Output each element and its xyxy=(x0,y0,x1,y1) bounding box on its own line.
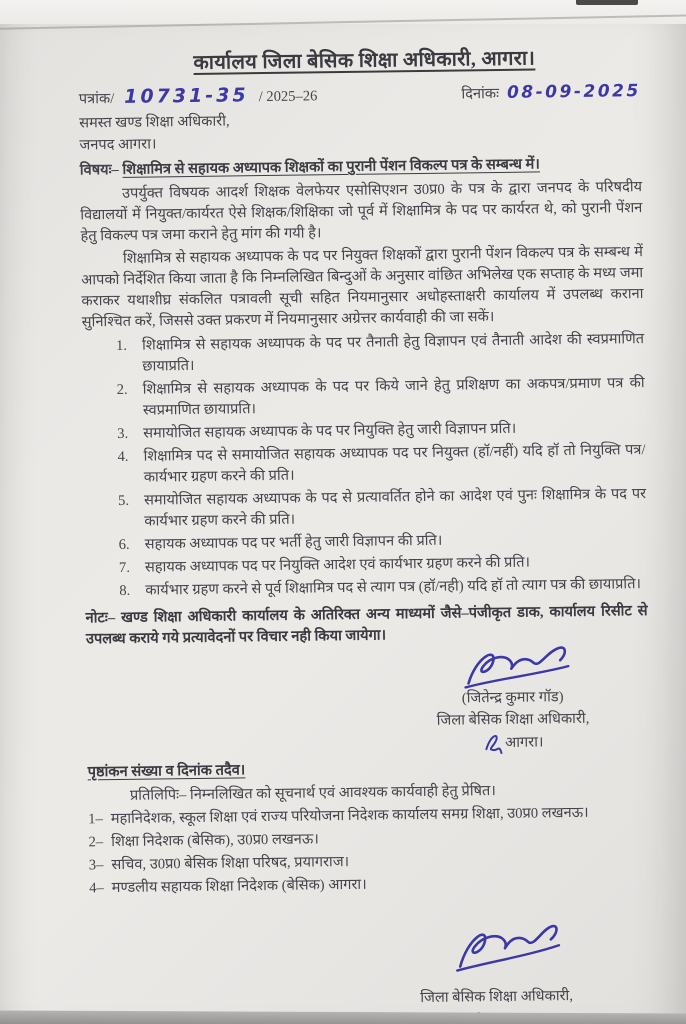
list-item-number: 6. xyxy=(118,536,130,553)
list-item-number: 5. xyxy=(117,492,130,509)
body-paragraph-2: शिक्षामित्र से सहायक अध्यापक के पद पर नियुक्त शिक्षकों द्वारा पुरानी पेंशन विकल्प पत्र के सम्बन्ध में आपको निर्देशित किया जाता है कि निम्नलिखित बिन्दुओं के अनुसार वांछित अभिलेख एक सप्ताह के मध्य जमा कराकर यथाशीघ्र संकलित पत्रावली सूची सहित नियमानुसार अधोहस्ताक्षरी कार्यालय में उपलब्ध कराना सुनिश्चित करें, जिससे उक्त प्रकरण में नियमानुसार अग्रेत्तर कार्यवाही की जा सकें। xyxy=(81,244,644,331)
copy-text: मण्डलीय सहायक शिक्षा निदेशक (बेसिक) आगरा। xyxy=(111,876,367,897)
copy-recipients-list xyxy=(88,802,651,899)
list-item-number: 2. xyxy=(116,381,128,398)
date-label: दिनांकः xyxy=(461,85,500,103)
list-item xyxy=(117,373,646,422)
copy-intro-line: प्रतिलिपिः– निम्नलिखित को सूचनार्थ एवं आवश्यक कार्यवाही हेतु प्रेषित। xyxy=(129,783,496,804)
copy-number: 4– xyxy=(89,880,104,897)
required-documents-list xyxy=(116,329,647,602)
addressee-line-2: जनपद आगरा। xyxy=(79,136,157,154)
list-item-number: 3. xyxy=(117,425,129,442)
copy-number: 3– xyxy=(88,857,104,874)
endorsement-heading: पृष्ठांकन संख्या व दिनांक तदैव। xyxy=(87,762,246,781)
list-item-number: 4. xyxy=(117,448,129,465)
paper-top-edge xyxy=(0,14,686,30)
list-item-number: 1. xyxy=(115,337,128,354)
copy-text: महानिदेशक, स्कूल शिक्षा एवं राज्य परियोजना निदेशक कार्यालय समग्र शिक्षा, उ0प्र0 लखनऊ। xyxy=(110,804,589,828)
signature-block-officer xyxy=(382,645,643,756)
list-item xyxy=(119,574,647,602)
signature-scribble-icon xyxy=(462,644,573,691)
paper-bottom-edge xyxy=(0,1010,686,1024)
officer-place: आगरा। xyxy=(504,734,544,751)
background-dark-object xyxy=(576,0,638,5)
initial-mark-icon xyxy=(483,731,503,755)
list-item-text: सहायक अध्यापक पद पर भर्ती हेतु जारी विज्ञापन की प्रति। xyxy=(144,532,443,553)
officer-designation: जिला बेसिक शिक्षा अधिकारी, xyxy=(436,710,590,729)
letter-year: / 2025–26 xyxy=(258,88,318,106)
letter-number-label: पत्रांक/ xyxy=(78,91,115,108)
signature-scribble-icon xyxy=(452,921,563,974)
list-item-text: सहायक अध्यापक पद पर नियुक्ति आदेश एवं कार्यभार ग्रहण करने की प्रति। xyxy=(144,554,531,576)
list-item-number: 8. xyxy=(119,582,131,599)
officer-name: (जितेन्द्र कुमार गॉड) xyxy=(461,689,564,707)
office-letterhead-title: कार्यालय जिला बेसिक शिक्षा अधिकारी, आगरा। xyxy=(193,47,536,74)
list-item-text: शिक्षामित्र से सहायक अध्यापक के पद पर किये जाने हेतु प्रशिक्षण का अकपत्र/प्रमाण पत्र की स्वप्रमाणित छायाप्रति। xyxy=(142,375,645,419)
subject-label: विषयः– xyxy=(79,161,119,179)
list-item xyxy=(116,329,645,378)
copy-number: 1– xyxy=(88,811,103,828)
list-item-text: शिक्षामित्र पद से समायोजित सहायक अध्यापक पद पर नियुक्त (हॉ/नहीं) यदि हॉ तो नियुक्ति पत्र/कार्यभार ग्रहण करने की प्रति। xyxy=(143,442,646,486)
copy-number: 2– xyxy=(88,834,104,851)
copy-text: सचिव, उ0प्र0 बेसिक शिक्षा परिषद, प्रयागराज। xyxy=(111,853,350,874)
list-item-text: शिक्षामित्र से सहायक अध्यापक के पद पर तैनाती हेतु विज्ञापन एवं तैनाती आदेश की स्वप्रमाणित छायाप्रति। xyxy=(141,331,645,375)
copy-text: शिक्षा निदेशक (बेसिक), उ0प्र0 लखनऊ। xyxy=(111,831,319,851)
officer-designation: जिला बेसिक शिक्षा अधिकारी, xyxy=(420,988,574,1007)
list-item-text: समायोजित सहायक अध्यापक के पद से प्रत्यावर्तित होने का आदेश एवं पुनः शिक्षामित्र के पद पर कार्यभार ग्रहण करने की प्रति। xyxy=(143,486,647,530)
list-item xyxy=(117,440,646,489)
list-item-number: 7. xyxy=(118,559,131,576)
list-item-text: समायोजित सहायक अध्यापक के पद पर नियुक्ति हेतु जारी विज्ञापन प्रति। xyxy=(143,420,517,442)
signature-block-officer-2 xyxy=(366,918,627,1024)
note-paragraph: नोटः– खण्ड शिक्षा अधिकारी कार्यालय के अतिरिक्त अन्य माध्यमों जैसे–पंजीकृत डाक, कार्यालय रिसीट से उपलब्ध कराये गये प्रत्यावेदनों पर विचार नही किया जायेगा। xyxy=(85,603,648,648)
list-item xyxy=(118,484,647,533)
date-handwritten: 08-09-2025 xyxy=(506,81,641,103)
list-item-text: कार्यभार ग्रहण करने से पूर्व शिक्षामित्र पद से त्याग पत्र (हॉ/नही) यदि हॉ तो त्याग पत्र की छायाप्रति। xyxy=(145,576,642,599)
subject-text: शिक्षामित्र से सहायक अध्यापक शिक्षकों का पुरानी पेंशन विकल्प पत्र के सम्बन्ध में। xyxy=(122,156,540,178)
addressee-line-1: समस्त खण्ड शिक्षा अधिकारी, xyxy=(79,113,230,132)
body-paragraph-1: उपर्युक्त विषयक आदर्श शिक्षक वेलफेयर एसोसिएशन उ0प्र0 के पत्र के द्वारा जनपद के परिषदीय विद्यालयों में नियुक्त/कार्यरत ऐसे शिक्षक/शिक्षिका जो पूर्व में शिक्षामित्र के पद पर कार्यरत थे, को पुरानी पेंशन हेतु विकल्प पत्र जमा कराने हेतु मांग की गयी है। xyxy=(80,179,643,245)
letter-number-handwritten: 10731-35 xyxy=(124,84,249,108)
